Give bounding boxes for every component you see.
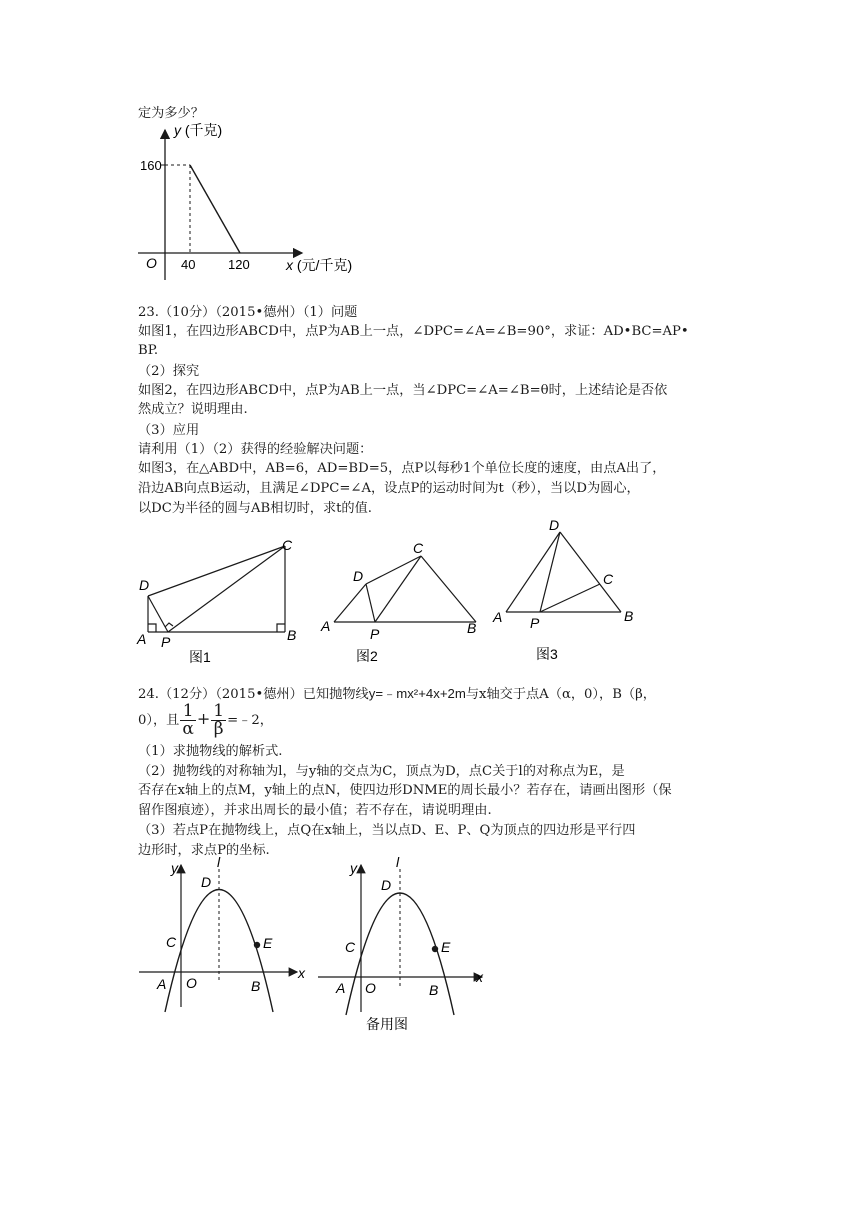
parabola-equation: y=﹣mx²+4x+2m — [368, 686, 466, 701]
label-A: A — [137, 631, 147, 647]
parabola-graph — [135, 855, 315, 1015]
fraction-1-over-beta — [211, 703, 226, 738]
label-B: B — [251, 978, 261, 994]
label-y: y — [171, 860, 178, 876]
y-axis-label: y (千克) — [174, 122, 223, 138]
q24-heading-text: 与x轴交于点A（α，0），B（β， — [465, 687, 656, 702]
label-C: C — [603, 571, 614, 587]
origin-label: O — [146, 255, 157, 271]
label-B: B — [467, 620, 477, 636]
x-tick-label: 120 — [228, 257, 250, 272]
price-quantity-chart — [130, 118, 380, 283]
label-x: x — [476, 969, 483, 985]
figure-3 — [490, 518, 650, 666]
label-O: O — [186, 975, 197, 991]
q24-part2-text: 否存在x轴上的点M，y轴上的点N，使四边形DNME的周长最小？若存在，请画出图形（保 — [138, 783, 672, 798]
q23-section-title: （3）应用 — [138, 423, 200, 438]
figure-3-caption: 图3 — [536, 646, 558, 662]
label-P: P — [161, 634, 171, 650]
label-A: A — [157, 976, 167, 992]
label-E: E — [263, 935, 273, 951]
label-C: C — [282, 537, 293, 553]
label-l: l — [217, 855, 221, 870]
label-D: D — [549, 518, 560, 533]
q23-part1-text: 如图1，在四边形ABCD中，点P为AB上一点，∠DPC=∠A=∠B=90°，求证：AD•BC=AP• — [138, 324, 689, 339]
label-P: P — [530, 615, 540, 631]
label-D: D — [139, 577, 150, 593]
q24-part2-text: 留作图痕迹），并求出周长的最小值；若不存在，请说明理由. — [138, 803, 492, 818]
q23-heading: 23.（10分）（2015•德州）（1）问题 — [138, 305, 358, 320]
q24-part2-text: （2）抛物线的对称轴为l，与y轴的交点为C，顶点为D，点C关于l的对称点为E，是 — [138, 764, 625, 779]
label-C: C — [166, 934, 177, 950]
q23-part2-text: 如图2，在四边形ABCD中，点P为AB上一点，当∠DPC=∠A=∠B=θ时，上述结论是否依 — [138, 383, 668, 398]
label-O: O — [365, 980, 376, 996]
figure-1-caption: 图1 — [189, 649, 211, 665]
continuation-text: 定为多少？ — [138, 106, 204, 121]
frac-denominator: α — [182, 719, 194, 739]
label-D: D — [201, 874, 212, 890]
fraction-1-over-alpha — [180, 703, 195, 738]
label-B: B — [624, 608, 634, 624]
parabola-backup-graph — [314, 855, 494, 1037]
figure-2 — [318, 536, 488, 668]
label-E: E — [441, 939, 451, 955]
label-D: D — [381, 877, 392, 893]
q24-condition-text: =﹣2， — [227, 713, 273, 728]
label-y: y — [350, 860, 357, 876]
frac-numerator: 1 — [180, 703, 195, 721]
q23-part3-text: 沿边AB向点B运动，且满足∠DPC=∠A，设点P的运动时间为t（秒），当以D为圆心， — [138, 481, 640, 496]
frac-numerator: 1 — [213, 701, 225, 721]
x-axis-label: x (元/千克) — [286, 257, 353, 273]
y-tick-label: 160 — [140, 158, 162, 173]
q24-condition — [138, 702, 273, 738]
series-line — [190, 165, 240, 253]
label-P: P — [370, 626, 380, 642]
label-B: B — [429, 982, 439, 998]
label-D: D — [353, 568, 364, 584]
backup-caption: 备用图 — [366, 1016, 408, 1032]
label-C: C — [413, 540, 424, 556]
q24-part3-text: （3）若点P在抛物线上，点Q在x轴上，当以点D、E、P、Q为顶点的四边形是平行四 — [138, 823, 636, 838]
q24-part1-text: （1）求抛物线的解析式. — [138, 744, 283, 759]
plus-sign: + — [196, 709, 211, 728]
label-l: l — [396, 855, 400, 870]
q24-heading-text: 24.（12分）（2015•德州）已知抛物线 — [138, 687, 369, 702]
frac-denominator: β — [213, 719, 224, 739]
label-x: x — [298, 965, 305, 981]
q23-part3-text: 以DC为半径的圆与AB相切时，求t的值. — [138, 501, 372, 516]
q23-part3-text: 请利用（1）（2）获得的经验解决问题： — [138, 442, 373, 457]
figure-1 — [134, 536, 314, 668]
q23-part1-text: BP. — [138, 343, 159, 358]
label-B: B — [287, 627, 297, 643]
label-C: C — [345, 939, 356, 955]
x-tick-label: 40 — [181, 257, 196, 272]
label-A: A — [336, 980, 346, 996]
q23-section-title: （2）探究 — [138, 364, 200, 379]
q24-part3-text: 边形时，求点P的坐标. — [138, 843, 270, 858]
q23-part2-text: 然成立？说明理由. — [138, 402, 248, 417]
label-A: A — [493, 609, 503, 625]
figure-2-caption: 图2 — [356, 648, 378, 664]
q23-part3-text: 如图3，在△ABD中，AB=6，AD=BD=5，点P以每秒1个单位长度的速度，由点A出了， — [138, 461, 666, 476]
label-A: A — [321, 618, 331, 634]
q24-condition-text: 0），且 — [138, 713, 180, 728]
